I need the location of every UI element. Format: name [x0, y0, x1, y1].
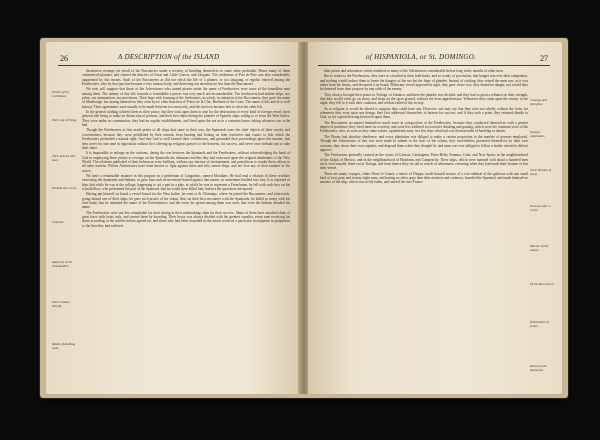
paragraph: But to return to the Freebooters, they were so crowded in their little barks, and so scanty of provisions, that hunger was ever their companion, and nothing would induce them to brave the dangers of the sea but the hope of plunder. Instead of cooking, they seized the meat raw, as it was taken from the beasts, and devoured it on board. When any vessel appeared in sight, they gave chace to it; they feared no danger, nor would they be deterred from their purpose by any odds of the enemy. [320, 74, 528, 92]
paragraph: As to religion, it would be absurd to suppose they could have any. However, one may say that they were not wholly without the form, for whenever they went upon any design, they first addressed themselves to heaven for success; and if they took a prize, they returned thanks to God, as for a great blessing bestowed upon them. [320, 106, 528, 120]
paragraph: The Freebooters were not less remarkable for their daring in their undertakings than for their success. Many of them have attacked ships of great force with boats only, and carried them by boarding. Their booty was always divided with the greatest equality, every man receiving his share according to the articles before agreed on, and those who had been wounded in the action received a particular recompense in proportion to the hurt they had suffered. [82, 210, 290, 228]
margin-note: Excesses after a cruise. [530, 204, 551, 212]
paragraph: The Freebooters generally cruised on the coasts of Caracas, Carthagena, Porto-Bello, Panama, Cuba, and New Spain; in the neighbourhood of the Gulph of Mexico, and in the neighbourhood of Honduras and Campeachy. Their ships, which were manned with about a hundred men each, were usually fitted out at Tortuga, and from thence they set sail in search of adventures, returning when they had made their fortune or lost their vessel. [320, 153, 528, 171]
margin-note: Councils. [52, 220, 65, 224]
paragraph: The Buccaneers accounted themselves much more in composition of the Freebooters, because they conducted themselves with a greater degree of prudence; they lived more as a society, and were less addicted to excessive drinking and gaming, which were the common vices of the Freebooters, who, as soon as they came ashore, squandered away in a few days what had cost them months of hardship to obtain. [320, 120, 528, 134]
margin-note: Divided into crews. [52, 186, 77, 190]
paragraph: We have a remarkable instance in this purpose in a gentleman of Languedoc, named Montbars. He had read a relation of these cruelties exercising the Spaniards and Indians, as gave him such an inveterate hatred against that nation, as sometimes kindled into fury. It is reported of him, that while he was at the college, happening to act a part in a play, in which he was to represent a Frenchman, he fell with such fury on his schoolfellow, who performed the part of the Spaniard, that he would have killed him, had not the spectators interposed. [82, 173, 290, 191]
right-header-rule [318, 65, 550, 66]
margin-note: Authority of the commanders. [52, 260, 73, 268]
paragraph: In the general nothing tailored them in their piracy, but they took upon them to arm for the destruction of every kind of foreign vessel, their general rule being to make no distinction of persons, and their first object being the plunder of Spanish ships sailing to or from the West Indies. They were under no commission; they had no regular establishment, and lived upon the sea as in a common home, taking whatever was to be had. [82, 110, 290, 128]
margin-note: Their conduct abroad. [52, 300, 70, 308]
margin-note: Of the Buccaneers. [530, 282, 555, 286]
margin-note: Modes of dividing spoil. [52, 342, 76, 350]
paragraph: destructive revenge yet recall of the Buccaneers under a severity of besiding themselves to some other profitable. Hence many of them commenced planters, and cleared the districts of Great and Little Goaves, and Leogane. The settlement of Port de Paix was also considerably augmented by this means. Such of the Buccaneers as did not relish the life of a planter, or too fatiguing or regular, entered among the Freebooters, who by that junction became a very famous body, and deserving our attention no less than the Buccaneers. [82, 69, 290, 87]
right-running-title: of HISPANIOLA, or St. DOMINGO. [366, 53, 477, 61]
right-page-body [320, 69, 528, 386]
margin-note: Pirates of the Caribbean. [52, 90, 70, 98]
open-book [40, 38, 568, 398]
margin-note: Voyages undertaken. [530, 130, 546, 138]
margin-note: Distribution of prizes. [530, 320, 549, 328]
left-page-body [82, 69, 290, 386]
margin-note: Their articles and laws. [52, 154, 75, 162]
margin-note: Return of the Spaniards. [530, 364, 547, 372]
paragraph: They always brought their prizes to Tortuga, or Jamaica, and there the plunder was divided: and they had so great a reliance on their strength, that they would often go on shore, and sleep on the open ground, without the least apprehension. Whenever they came upon the enemy in the night, they fell to it with their cutlasses, and seldom failed of the victory. [320, 92, 528, 106]
paragraph: Having put himself on board a vessel bound for the West Indies, he went to St. Domingo, where he joined the Buccaneers, and afterwards, going aboard one of their ships, he gave such proofs of his valour, that, on their first encounter with the Spaniards, he killed so many with his own hand, that he obtained the name of the Exterminator; and the terror he spread among them was such, that even the Indians dreaded his name. [82, 192, 290, 210]
paragraph: their prizes and adventures which rendered so many of the Adventurers considerable before long in the mouths of other men. [324, 69, 504, 73]
left-running-title: A DESCRIPTION of the ISLAND [118, 53, 220, 61]
margin-note: Manner of life ashore. [530, 244, 549, 252]
left-page-number: 26 [60, 54, 68, 63]
paragraph: There are many voyages, either Pierre le Grand, a native of Dieppe, made himself master of a vice-admiral of the galleons with one small bark of four guns and twenty-eight men; and having no other arms than their muskets and cutlasses, boarded the Spaniard, and made themselves masters of the ship, which was richly laden, and carried her into France. [320, 171, 528, 185]
margin-note: Their way of living. [52, 118, 77, 122]
left-page [46, 42, 300, 394]
paragraph: It is impossible to enlarge on the customs, daring the war between the Spaniards and the Freebooters, without acknowledging the hand of God in employing these pirates to revenge on the Spaniards the inhuman cruelties they had exercised upon the original inhabitants of the New World. The relations published of their behaviour were brilliant, without any tincture of enchantment, and punctilious to render them odious to all other nations. Fifteen Adventurers have been known to fight against three and fifty armed ships, and not lose any of their number in the action. [82, 151, 290, 173]
right-page-number: 27 [540, 54, 548, 63]
margin-note: Their division of booty. [530, 168, 552, 176]
paragraph: Though the Freebooters at first made prizes of all ships that came in their way, the Spaniards were the chief objects of their cruelty and covetousness, because they were prohibited by their nations from hunting and fishing on their territories and coasts, to fish which the Freebooters pretended a natural right. And they had to well formed their confederacy, and grounded their proceedings upon this maxim, that they never for one time in opposition without first offering up religious prayers to the heavens, for success, and never once forbade any to take their share. [82, 128, 290, 150]
paragraph: The Pirates had absolute obedience, and every plantation was obliged to make a certain proportion to the number of persons employed. Though the Adventurers of this sort were made to submit to the laws of the colony, they nevertheless governed themselves by their own customs; they chose their own captains, and deposed them when they thought fit, and none was ever obliged to follow a leader whom he did not approve. [320, 134, 528, 152]
right-page [308, 42, 562, 394]
margin-note: Courage and discipline. [530, 98, 547, 106]
paragraph: We now will suppose that those of the Adventurers who turned pirates under the name of Freebooters were some of the boundless men among them. The infamy of this vile towards is formidable a power was very much not inconsiderable. The freebooters had neither ships, nor pilots, nor ammunition, nor provisions. Their hope with forming of the freebooters, as which, in imitation of the Buccaneers, they gave the name of Matelotage, but among themselves they went by no other than that of Frères de la Côte, Brethren of the Coast. The name of this article is well known. Their agreements were usually to be made between two men only, and the survivor became heir to what the other left. [82, 87, 290, 109]
left-header-rule [58, 65, 290, 66]
